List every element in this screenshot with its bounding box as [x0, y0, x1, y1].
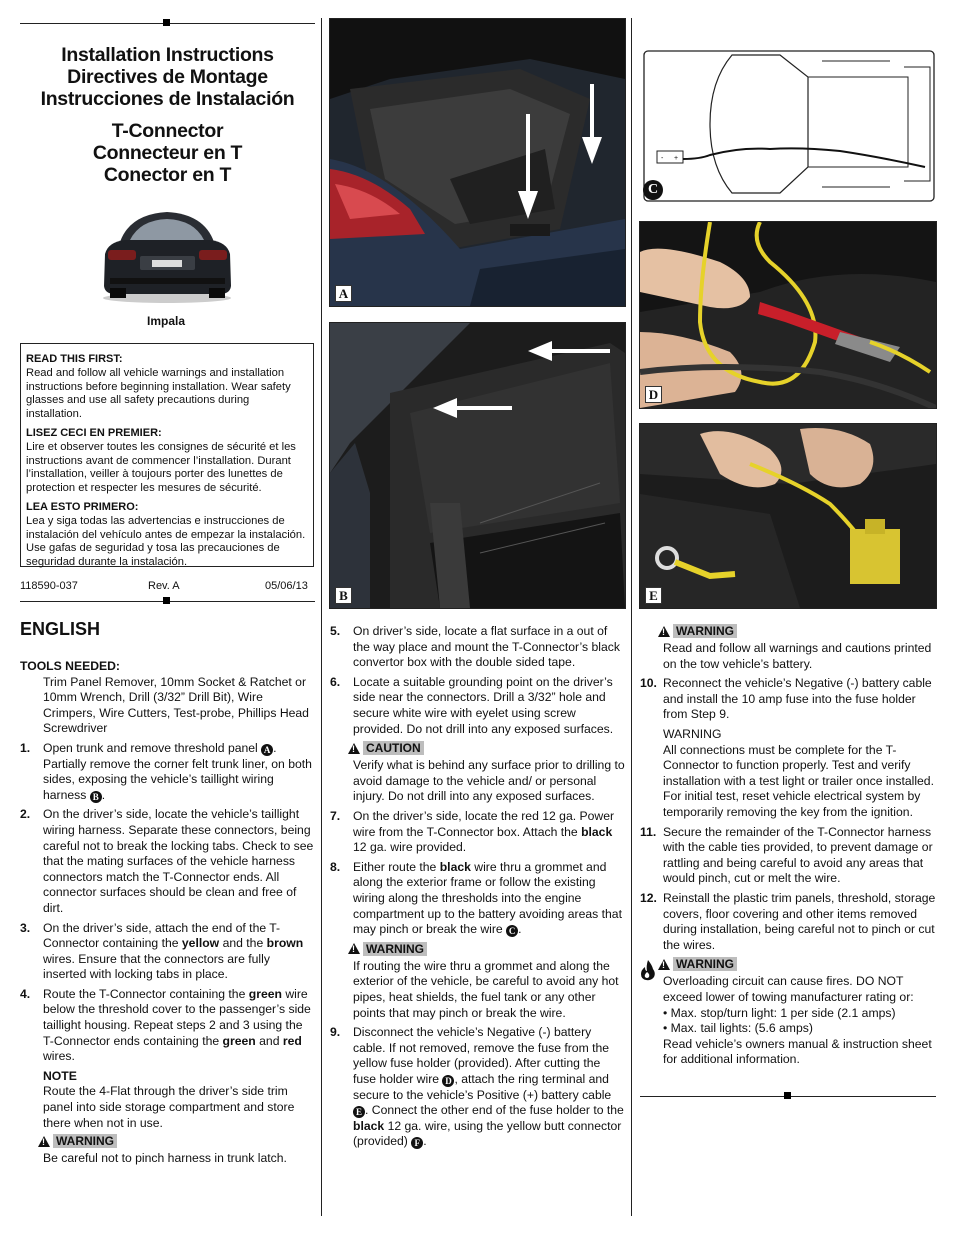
figure-ref-b: B: [90, 791, 102, 803]
warning-2-text: If routing the wire thru a grommet and along the exterior of the vehicle, be careful to avoid any hot pipes, heat shields, the fuel tank or any other points that may pinch or break the wire.: [353, 958, 619, 1020]
step-3: 3. On the driver’s side, attach the end of the T-Connector containing the yellow and the brown wires. Ensure that the connectors are fully inserted with locking tabs in place.: [20, 920, 304, 982]
warning-icon: [38, 1136, 50, 1147]
warning-3-text: Read and follow all warnings and cautions printed on the tow vehicle’s battery.: [663, 641, 932, 671]
step-7: 7. On the driver’s side, locate the red 12 ga. Power wire from the T-Connector box. Attach the black 12 ga. wire provided.: [330, 809, 615, 855]
step-number: 1.: [20, 740, 31, 755]
notice-text-es: Lea y siga todas las advertencias e instrucciones de instalación del vehículo antes de empezar la instalación. Use gafas de seguridad y tosa las precauciones de seguridad durante la instalación.: [26, 514, 306, 569]
step-11: 11. Secure the remainder of the T-Connector harness with the cable ties provided, to prevent damage or rattling and being careful to avoid any areas that would pinch, cut or melt the wire.: [640, 824, 933, 886]
step-10: 10. Reconnect the vehicle’s Negative (-) battery cable and install the 10 amp fuse into the fuse holder from Step 9.: [640, 676, 932, 722]
title-line: Instrucciones de Instalación: [40, 88, 295, 110]
notice-heading-en: READ THIS FIRST:: [26, 353, 123, 365]
tools-heading: TOOLS NEEDED:: [20, 659, 120, 673]
safety-notice-box: [20, 343, 314, 567]
step-number: 7.: [330, 809, 341, 824]
figure-d-photo: [639, 221, 937, 409]
warning-icon: [658, 626, 670, 637]
tools-text: Trim Panel Remover, 10mm Socket & Ratchet or 10mm Wrench, Drill (3/32” Drill Bit), Wire Crimpers, Wire Cutters, Test-probe, Phillips Head Screwdriver: [43, 674, 309, 736]
date: 05/06/13: [265, 580, 308, 592]
step-number: 9.: [330, 1025, 341, 1040]
step-2: 2. On the driver’s side, locate the vehicle’s taillight wiring harness. Separate these connectors, being careful not to break the locking tabs. Check to see that the mating surfaces of the vehicle harness connectors match the T-Connector ends. All connector surfaces should be clean and free of dirt.: [20, 807, 314, 915]
step-number: 6.: [330, 674, 341, 689]
warning-icon: [658, 959, 670, 970]
column-divider-1: [321, 18, 322, 1216]
step-number: 8.: [330, 859, 341, 874]
figure-ref-e: E: [353, 1106, 365, 1118]
note-heading: NOTE: [43, 1068, 77, 1083]
figure-label-c: C: [643, 180, 663, 200]
caution-text: Verify what is behind any surface prior to drilling to avoid damage to the vehicle and/ or personal injury. Do not drill into any exposed surfaces.: [353, 758, 625, 804]
step-4: 4. Route the T-Connector containing the green wire below the threshold cover to the passenger’s side taillight housing. Repeat steps 2 and 3 using the T-Connector ends containing the green and red wires.: [20, 986, 311, 1064]
product-name: T-Connector: [111, 120, 224, 142]
figure-c-diagram: [640, 47, 936, 207]
notice-text-fr: Lire et observer toutes les consignes de sécurité et les instructions avant de commencer l’installation. Durant l’installation, veiller à toujours porter des lunettes de protection et respecter les mesures de sécurité.: [26, 440, 296, 495]
figure-label-d: D: [645, 386, 662, 403]
step-number: 3.: [20, 920, 31, 935]
step-number: 11.: [640, 824, 657, 839]
part-number: 118590-037: [20, 580, 78, 592]
step-number: 2.: [20, 807, 31, 822]
figure-label-a: A: [335, 285, 352, 302]
notice-heading-fr: LISEZ CECI EN PREMIER:: [26, 426, 162, 439]
figure-label-b: B: [335, 587, 352, 604]
fire-icon: [639, 959, 657, 981]
caution-label: ! CAUTION: [330, 741, 626, 758]
figure-ref-a: A: [261, 744, 273, 756]
warning-1-text: Be careful not to pinch harness in trunk latch.: [43, 1151, 287, 1166]
product-name: Conector en T: [103, 164, 232, 186]
title-line: Installation Instructions: [61, 44, 274, 66]
step-5: 5. On driver’s side, locate a flat surface in a out of the way place and mount the T-Connector’s black convertor box with the double sided tape.: [330, 624, 620, 670]
battery-positive-label: +: [674, 155, 679, 162]
warning-icon: [348, 943, 360, 954]
step-8: 8. Either route the black wire thru a grommet and along the exterior frame or follow the existing wiring along the thresholds into the engine compartment up to the battery avoiding areas that may pinch or break the wire C .: [330, 859, 622, 937]
step-number: 4.: [20, 986, 31, 1001]
column-1: [20, 659, 316, 1167]
final-note: Read vehicle’s owners manual & instruction sheet for additional information.: [663, 1036, 932, 1067]
revision: Rev. A: [148, 580, 180, 592]
warning-4-text: All connections must be complete for the T-Connector to function properly. Test and verify installation with a test light or trailer once installed. For initial test, reset vehicle electrical system by temporarily removing the key from the ignition.: [663, 742, 934, 820]
rule-marker: [784, 1092, 791, 1099]
column-3: [640, 624, 938, 1068]
figure-e-photo: [639, 423, 937, 609]
warning-2: ! WARNING: [330, 942, 626, 959]
figure-ref-f: F: [411, 1137, 423, 1149]
warning-4-heading: WARNING: [663, 727, 722, 742]
warning-3: ! WARNING: [640, 624, 938, 641]
step-12: 12. Reinstall the plastic trim panels, threshold, storage covers, floor covering and other items removed during installation, being careful not to pinch or cut the wires.: [640, 891, 936, 952]
rating-bullet: • Max. stop/turn light: 1 per side (2.1 amps): [663, 1005, 896, 1020]
language-heading: ENGLISH: [20, 619, 101, 639]
warning-5: ! WARNING: [640, 957, 938, 974]
figure-label-e: E: [645, 587, 662, 604]
rating-bullet: • Max. tail lights: (5.6 amps): [663, 1021, 813, 1036]
figure-b-photo: [329, 322, 626, 609]
figure-ref-d: D: [442, 1075, 454, 1087]
step-6: 6. Locate a suitable grounding point on the driver’s side near the connectors. Drill a 3/32” hole and secure white wire with eyelet using screw provided. Do not drill into any exposed surfaces.: [330, 674, 614, 736]
notice-text-en: Read and follow all vehicle warnings and installation instructions before beginning installation. Wear safety glasses and use all safety precautions during installation.: [26, 366, 291, 421]
note-text: Route the 4-Flat through the driver’s side trim panel into side storage compartment and store there when not in use.: [43, 1084, 295, 1130]
battery-negative-label: -: [661, 155, 664, 162]
step-1: 1. Open trunk and remove threshold panel A . Partially remove the corner felt trunk liner, on both sides, exposing the vehicle’s taillight wiring harness B .: [20, 740, 312, 802]
warning-1: ! WARNING: [20, 1134, 316, 1151]
document-title: [20, 44, 315, 186]
caution-icon: [348, 743, 360, 754]
title-line: Directives de Montage: [67, 66, 268, 88]
product-name: Connecteur en T: [92, 142, 243, 164]
step-number: 5.: [330, 624, 341, 638]
column-2: [330, 624, 626, 1154]
step-number: 12.: [640, 891, 657, 905]
vehicle-caption: Impala: [147, 314, 186, 328]
column-divider-2: [631, 18, 632, 1216]
vehicle-image: [100, 204, 235, 304]
notice-heading-es: LEA ESTO PRIMERO:: [26, 500, 139, 513]
rule-marker: [163, 19, 170, 26]
step-number: 10.: [640, 676, 657, 691]
figure-ref-c: C: [506, 925, 518, 937]
figure-a-photo: [329, 18, 626, 307]
step-9: 9. Disconnect the vehicle’s Negative (-) battery cable. If not removed, remove the fuse from the yellow fuse holder (provided). After cutting the fuse holder wire D , attach the ring terminal and secure to the vehicle’s Positive (+) battery cable E . Connect the other end of the fuse holder to the black 12 ga. wire, using the yellow butt connector (provided) F .: [330, 1025, 624, 1149]
rule-marker: [163, 597, 170, 604]
warning-5-text: Overloading circuit can cause fires. DO NOT exceed lower of towing manufacturer rating or:: [663, 974, 914, 1005]
